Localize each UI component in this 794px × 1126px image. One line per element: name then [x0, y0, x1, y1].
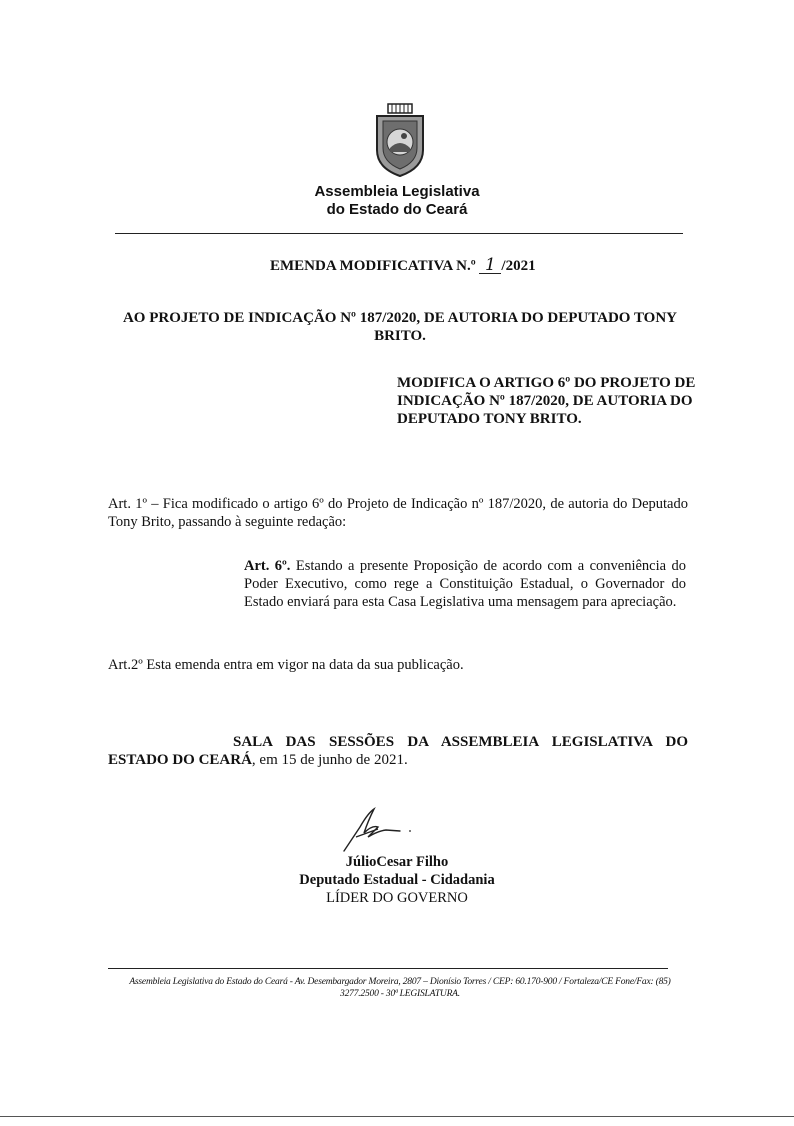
article-1: Art. 1º – Fica modificado o artigo 6º do Projeto de Indicação nº 187/2020, de autoria do Deputado Tony Brito, passando à seguinte redação: — [108, 496, 688, 530]
footer-divider — [108, 968, 668, 969]
amendment-summary: MODIFICA O ARTIGO 6º DO PROJETO DE INDICAÇÃO Nº 187/2020, DE AUTORIA DO DEPUTADO TONY BRITO. — [397, 375, 696, 427]
session-room-label: SALA DAS SESSÕES DA ASSEMBLEIA LEGISLATIVA DO ESTADO DO CEARÁ — [108, 734, 688, 768]
footer-address: Assembleia Legislativa do Estado do Ceará - Av. Desembargador Moreira, 2807 – Dionísio Torres / CEP: 60.170-900 / Fortaleza/CE Fone/Fax: (85) 3277.2500 - 30ª LEGISLATURA. — [129, 977, 671, 999]
handwritten-signature — [338, 803, 418, 855]
amendment-title — [270, 255, 536, 275]
amendment-title-prefix: EMENDA MODIFICATIVA N.º — [270, 258, 480, 274]
amendment-subject: AO PROJETO DE INDICAÇÃO Nº 187/2020, DE AUTORIA DO DEPUTADO TONY BRITO. — [122, 310, 678, 344]
article-6-text: Estando a presente Proposição de acordo com a conveniência do Poder Executivo, como rege a Constituição Estadual, o Governador do Estado enviará para esta Casa Legislativa uma mensagem para apreciação. — [244, 558, 686, 610]
signatory-position: LÍDER DO GOVERNO — [326, 890, 468, 906]
institution-name-line2: do Estado do Ceará — [326, 201, 468, 218]
amendment-number: 1 — [479, 258, 501, 274]
institution-name-line1: Assembleia Legislativa — [314, 183, 480, 200]
session-room-closing — [108, 733, 688, 769]
header-divider — [115, 233, 683, 234]
article-2: Art.2º Esta emenda entra em vigor na data da sua publicação. — [108, 657, 464, 673]
signatory-name: JúlioCesar Filho — [345, 854, 449, 870]
article-6-quote — [244, 557, 686, 611]
state-coat-of-arms — [371, 102, 429, 178]
amendment-year: /2021 — [501, 258, 536, 274]
page-bottom-edge — [0, 1116, 794, 1117]
signatory-role: Deputado Estadual - Cidadania — [299, 872, 495, 888]
article-6-label: Art. 6º. — [244, 558, 291, 574]
signature-block — [0, 853, 794, 907]
closing-date: , em 15 de junho de 2021. — [251, 752, 408, 768]
